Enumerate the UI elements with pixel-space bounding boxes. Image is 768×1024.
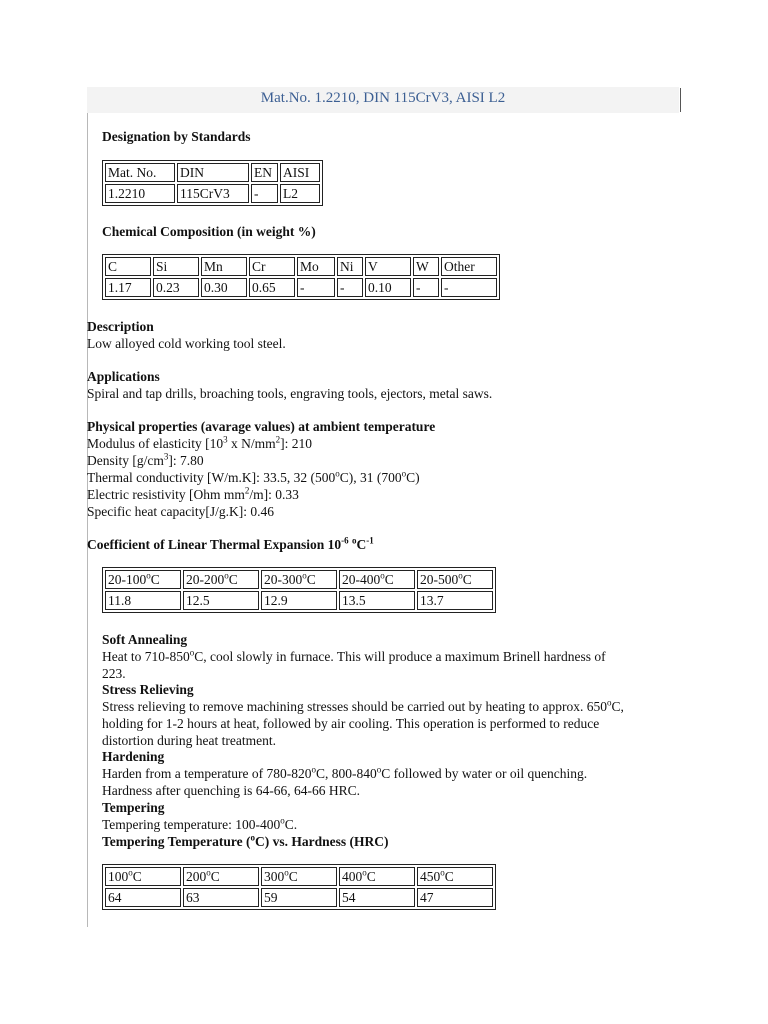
table-cell: -: [413, 278, 439, 297]
applications-text: Spiral and tap drills, broaching tools, engraving tools, ejectors, metal saws.: [87, 386, 493, 401]
table-cell: -: [337, 278, 363, 297]
table-row: [105, 888, 493, 907]
stress-relieving-line-2: holding for 1-2 hours at heat, followed by air cooling. This operation is performed to reduce: [102, 716, 600, 731]
table-cell: AISI: [280, 163, 320, 182]
table-cell: 13.5: [339, 591, 415, 610]
table-cell: 450$^o$C: [417, 867, 493, 886]
table-cell: 100$^o$C: [105, 867, 181, 886]
page-title: Mat.No. 1.2210, DIN 115CrV3, AISI L2: [260, 90, 506, 106]
table-cell: 12.9: [261, 591, 337, 610]
description-text: Low alloyed cold working tool steel.: [87, 336, 286, 351]
table-cell: Mn: [201, 257, 247, 276]
table-cell: 47: [417, 888, 493, 907]
tempering-table: [102, 864, 496, 910]
stress-relieving-heading: Stress Relieving: [102, 682, 194, 697]
specific-heat-line: Specific heat capacity[J/g.K]: 0.46: [87, 504, 275, 519]
table-cell: Mat. No.: [105, 163, 175, 182]
table-cell: 200$^o$C: [183, 867, 259, 886]
table-cell: 12.5: [183, 591, 259, 610]
table-cell: -: [441, 278, 497, 297]
table-cell: W: [413, 257, 439, 276]
designation-table: [102, 160, 323, 206]
table-cell: 20-100$^o$C: [105, 570, 181, 589]
composition-heading: Chemical Composition (in weight %): [102, 224, 316, 239]
expansion-table: [102, 567, 496, 613]
applications-heading: Applications: [87, 369, 160, 384]
expansion-heading: Coefficient of Linear Thermal Expansion $10^{-6}$ $^oC^{-1}$: [87, 535, 374, 552]
table-cell: -: [297, 278, 335, 297]
table-cell: L2: [280, 184, 320, 203]
table-cell: Mo: [297, 257, 335, 276]
title-end-rule: [680, 88, 681, 112]
tempering-text: Tempering temperature: 100-400$^o$C.: [102, 815, 298, 832]
table-cell: Other: [441, 257, 497, 276]
table-cell: 20-500$^o$C: [417, 570, 493, 589]
table-row: [105, 184, 320, 203]
table-cell: 63: [183, 888, 259, 907]
table-cell: 54: [339, 888, 415, 907]
stress-relieving-line-3: distortion during heat treatment.: [102, 733, 276, 748]
hardening-line-2: Hardness after quenching is 64-66, 64-66 HRC.: [102, 783, 360, 798]
table-cell: 0.65: [249, 278, 295, 297]
table-row: [105, 163, 320, 182]
table-cell: 13.7: [417, 591, 493, 610]
table-row: [105, 257, 497, 276]
table-cell: 20-200$^o$C: [183, 570, 259, 589]
table-cell: 20-300$^o$C: [261, 570, 337, 589]
density-line: Density $[g/cm^3]$: 7.80: [87, 451, 204, 468]
table-cell: 115CrV3: [177, 184, 249, 203]
tempering-table-heading: Tempering Temperature ($^o$C) vs. Hardness (HRC): [102, 832, 389, 849]
table-cell: 11.8: [105, 591, 181, 610]
table-cell: 400$^o$C: [339, 867, 415, 886]
table-cell: 0.10: [365, 278, 411, 297]
table-cell: C: [105, 257, 151, 276]
electric-resistivity-line: Electric resistivity [Ohm $mm^2/m$]: 0.33: [87, 485, 299, 502]
table-cell: 64: [105, 888, 181, 907]
soft-annealing-line-2: 223.: [102, 666, 126, 681]
table-cell: DIN: [177, 163, 249, 182]
table-cell: 300$^o$C: [261, 867, 337, 886]
table-cell: EN: [251, 163, 278, 182]
table-cell: Si: [153, 257, 199, 276]
table-row: [105, 570, 493, 589]
table-row: [105, 591, 493, 610]
table-cell: -: [251, 184, 278, 203]
hardening-line-1: Harden from a temperature of 780-820$^o$C, 800-840$^o$C followed by water or oil quenching.: [102, 764, 588, 781]
description-heading: Description: [87, 319, 154, 334]
table-row: [105, 867, 493, 886]
hardening-heading: Hardening: [102, 749, 165, 764]
modulus-line: Modulus of elasticity [$10^3$ x $N/mm^2$]: 210: [87, 434, 312, 451]
table-row: [105, 278, 497, 297]
designation-heading: Designation by Standards: [102, 129, 251, 144]
table-cell: 0.23: [153, 278, 199, 297]
table-cell: 1.2210: [105, 184, 175, 203]
stress-relieving-line-1: Stress relieving to remove machining stresses should be carried out by heating to approx. 650$^o$C,: [102, 697, 624, 714]
table-cell: Ni: [337, 257, 363, 276]
table-cell: Cr: [249, 257, 295, 276]
tempering-heading: Tempering: [102, 800, 165, 815]
soft-annealing-line-1: Heat to 710-850$^o$C, cool slowly in furnace. This will produce a maximum Brinell hardness of: [102, 647, 606, 664]
table-cell: 0.30: [201, 278, 247, 297]
composition-table: [102, 254, 500, 300]
table-cell: 59: [261, 888, 337, 907]
physical-heading: Physical properties (avarage values) at ambient temperature: [87, 419, 436, 434]
table-cell: V: [365, 257, 411, 276]
soft-annealing-heading: Soft Annealing: [102, 632, 188, 647]
title-bar: [87, 87, 679, 113]
table-cell: 1.17: [105, 278, 151, 297]
thermal-conductivity-line: Thermal conductivity [W/m.K]: 33.5, 32 (500$^o$C), 31 (700$^o$C): [87, 468, 420, 485]
table-cell: 20-400$^o$C: [339, 570, 415, 589]
